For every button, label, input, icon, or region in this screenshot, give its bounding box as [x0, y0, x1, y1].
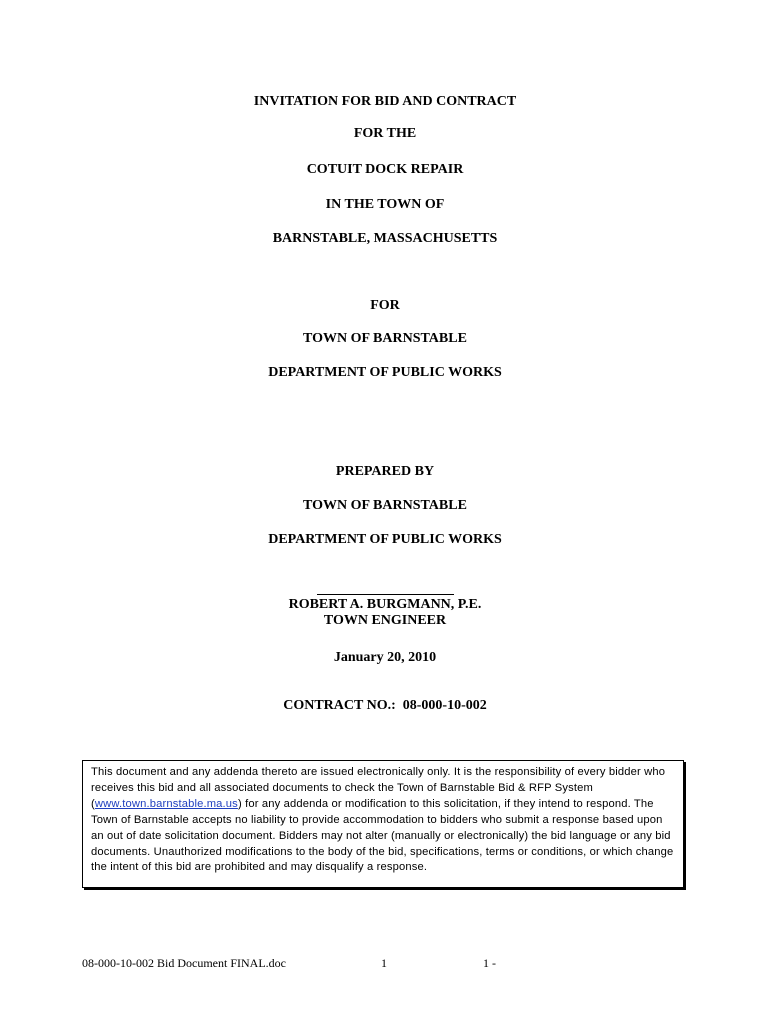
footer-page-number: 1	[381, 956, 387, 970]
for-label: FOR	[370, 298, 400, 313]
prepared-dept: DEPARTMENT OF PUBLIC WORKS	[268, 532, 502, 547]
title-line-1: INVITATION FOR BID AND CONTRACT	[253, 94, 517, 109]
notice-text-part-1: This document and any addenda thereto are issued electronically only. It is the responsibility of every bidder who receives this bid and all associated documents to check the Town of Barnstable Bid & RFP System (	[91, 766, 666, 810]
notice-text-part-2: ) for any addenda or modification to this solicitation, if they intend to respond. The Town of Barnstable accepts no liability to provide accommodation to bidders who submit a response based upon an out of date solicitation document. Bidders may not alter (manually or electronically) the bid language or any bid documents. Unauthorized modifications to the body of the bid, specifications, terms or conditions, or which change the intent of this bid are prohibited and may disqualify a response.	[91, 797, 674, 874]
prepared-org: TOWN OF BARNSTABLE	[303, 498, 467, 513]
electronic-notice-box	[82, 760, 684, 888]
prepared-by-label: PREPARED BY	[335, 464, 435, 479]
footer-page-marker: 1 -	[483, 956, 496, 970]
signatory-name: ROBERT A. BURGMANN, P.E.	[288, 597, 482, 612]
barnstable-website-link[interactable]: www.town.barnstable.ma.us	[94, 797, 238, 810]
title-line-2: FOR THE	[353, 126, 417, 141]
signatory-title: TOWN ENGINEER	[323, 613, 447, 628]
title-line-4: IN THE TOWN OF	[325, 197, 445, 212]
title-line-3: COTUIT DOCK REPAIR	[306, 162, 464, 177]
contract-number: CONTRACT NO.: 08-000-10-002	[283, 698, 487, 713]
for-org: TOWN OF BARNSTABLE	[303, 331, 467, 346]
signature-line	[317, 594, 454, 595]
footer-filename: 08-000-10-002 Bid Document FINAL.doc	[82, 956, 286, 970]
title-line-5: BARNSTABLE, MASSACHUSETTS	[272, 231, 498, 246]
for-dept: DEPARTMENT OF PUBLIC WORKS	[268, 365, 502, 380]
document-date: January 20, 2010	[333, 650, 437, 665]
